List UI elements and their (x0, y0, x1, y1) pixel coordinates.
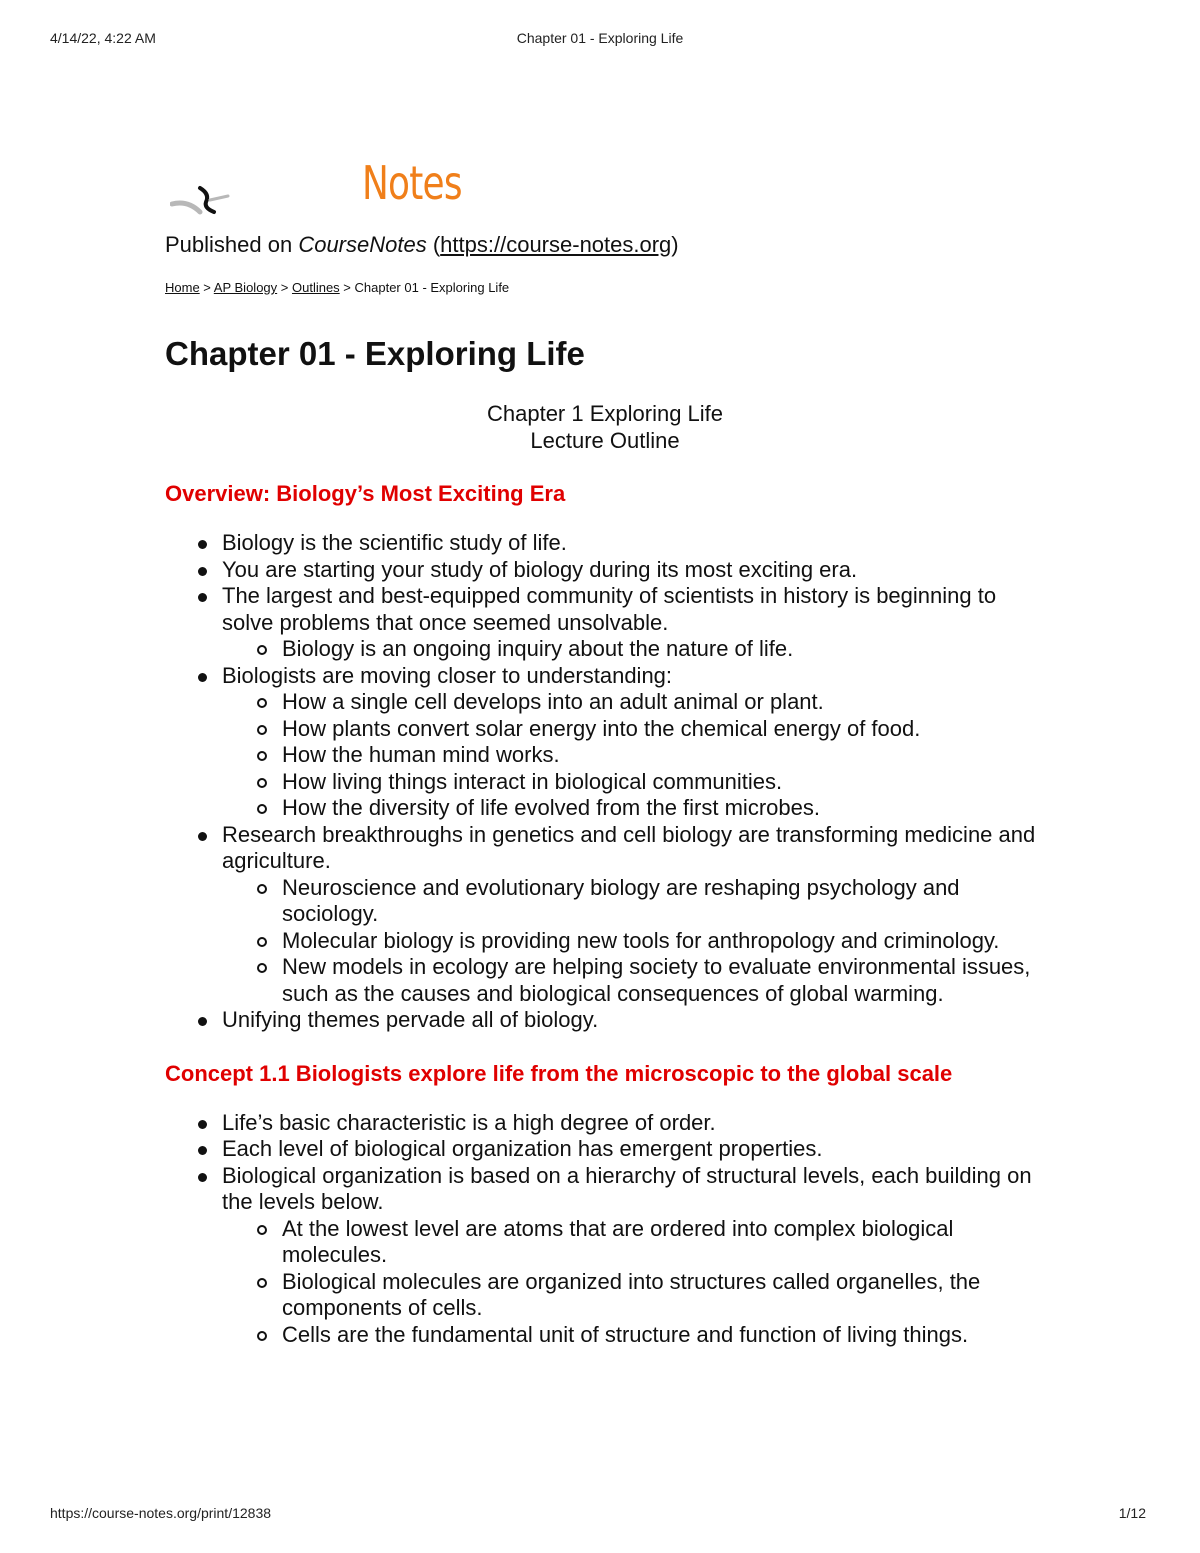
list-item (222, 557, 1045, 584)
sub-list-item: Neuroscience and evolutionary biology are reshaping psychology and sociology. (282, 875, 1045, 928)
published-url-link[interactable]: https://course-notes.org (440, 232, 672, 257)
list-item-text: Life’s basic characteristic is a high degree of order. (222, 1109, 716, 1135)
sub-bullet-list (222, 875, 1045, 1008)
list-item (222, 1163, 1045, 1349)
bullet-list (165, 530, 1045, 1034)
list-item (222, 1110, 1045, 1137)
list-item (222, 530, 1045, 557)
list-item-text: The largest and best-equipped community of scientists in history is beginning to solve problems that once seemed unsolvable. (222, 583, 997, 635)
list-item-text: Biological organization is based on a hierarchy of structural levels, each building on the levels below. (222, 1162, 1032, 1214)
breadcrumb-separator: > (339, 280, 355, 295)
print-header-title: Chapter 01 - Exploring Life (516, 30, 684, 46)
section-heading: Overview: Biology’s Most Exciting Era (165, 481, 566, 506)
bullet-list (165, 1110, 1045, 1349)
list-item (222, 822, 1045, 1008)
list-item-text: Research breakthroughs in genetics and cell biology are transforming medicine and agriculture. (222, 821, 1036, 873)
sub-bullet-list (222, 689, 1045, 822)
sub-list-item: Biological molecules are organized into structures called organelles, the components of cells. (282, 1269, 1045, 1322)
outline-sections (165, 480, 1045, 1348)
sub-bullet-list (222, 1216, 1045, 1349)
sub-list-item: How the human mind works. (282, 742, 1045, 769)
sub-list-item: Cells are the fundamental unit of structure and function of living things. (282, 1322, 1045, 1349)
section-heading: Concept 1.1 Biologists explore life from the microscopic to the global scale (165, 1060, 953, 1086)
subtitle-line-1: Chapter 1 Exploring Life (486, 401, 724, 426)
page-title: Chapter 01 - Exploring Life (165, 335, 585, 372)
print-header (0, 30, 1200, 50)
list-item (222, 583, 1045, 663)
print-header-datetime: 4/14/22, 4:22 AM (50, 30, 156, 46)
breadcrumb-separator: > (199, 280, 214, 295)
published-close-paren: ) (671, 232, 679, 257)
sub-list-item: How the diversity of life evolved from the first microbes. (282, 795, 1045, 822)
sub-list-item: How plants convert solar energy into the chemical energy of food. (282, 716, 1045, 743)
sub-list-item: How a single cell develops into an adult animal or plant. (282, 689, 1045, 716)
list-item (222, 1136, 1045, 1163)
published-site-name: CourseNotes (298, 232, 427, 257)
site-logo[interactable] (165, 156, 1045, 222)
sub-list-item: New models in ecology are helping society to evaluate environmental issues, such as the causes and biological consequences of global warming. (282, 954, 1045, 1007)
article (165, 156, 1045, 1348)
list-item-text: Unifying themes pervade all of biology. (222, 1007, 599, 1032)
sub-list-item: Biology is an ongoing inquiry about the nature of life. (282, 636, 1045, 663)
list-item-text: Each level of biological organization has emergent properties. (222, 1136, 823, 1161)
swoosh-logo-icon (170, 178, 230, 218)
published-prefix: Published on (165, 232, 299, 257)
sub-bullet-list (222, 636, 1045, 663)
outline-subtitle (165, 400, 1045, 454)
print-footer-page-number: 1/12 (1118, 1505, 1146, 1521)
list-item (222, 1007, 1045, 1034)
published-line (165, 232, 1045, 258)
published-open-paren: ( (426, 232, 441, 257)
sub-list-item: At the lowest level are atoms that are ordered into complex biological molecules. (282, 1216, 1045, 1269)
breadcrumb-ap-biology-link[interactable]: AP Biology (213, 280, 278, 295)
list-item-text: Biologists are moving closer to understanding: (222, 662, 673, 688)
breadcrumb-separator: > (277, 280, 292, 295)
logo-wordmark: Notes (362, 156, 462, 210)
list-item-text: You are starting your study of biology during its most exciting era. (222, 556, 858, 582)
print-footer-url: https://course-notes.org/print/12838 (50, 1505, 272, 1521)
sub-list-item: Molecular biology is providing new tools for anthropology and criminology. (282, 928, 1045, 955)
list-item-text: Biology is the scientific study of life. (222, 530, 567, 555)
breadcrumb-outlines-link[interactable]: Outlines (291, 280, 340, 295)
breadcrumb-current: Chapter 01 - Exploring Life (354, 280, 510, 295)
print-footer (0, 1505, 1200, 1525)
subtitle-line-2: Lecture Outline (530, 428, 680, 453)
breadcrumb-home-link[interactable]: Home (165, 280, 200, 295)
list-item (222, 663, 1045, 822)
breadcrumb (165, 280, 1045, 296)
sub-list-item: How living things interact in biological communities. (282, 769, 1045, 796)
